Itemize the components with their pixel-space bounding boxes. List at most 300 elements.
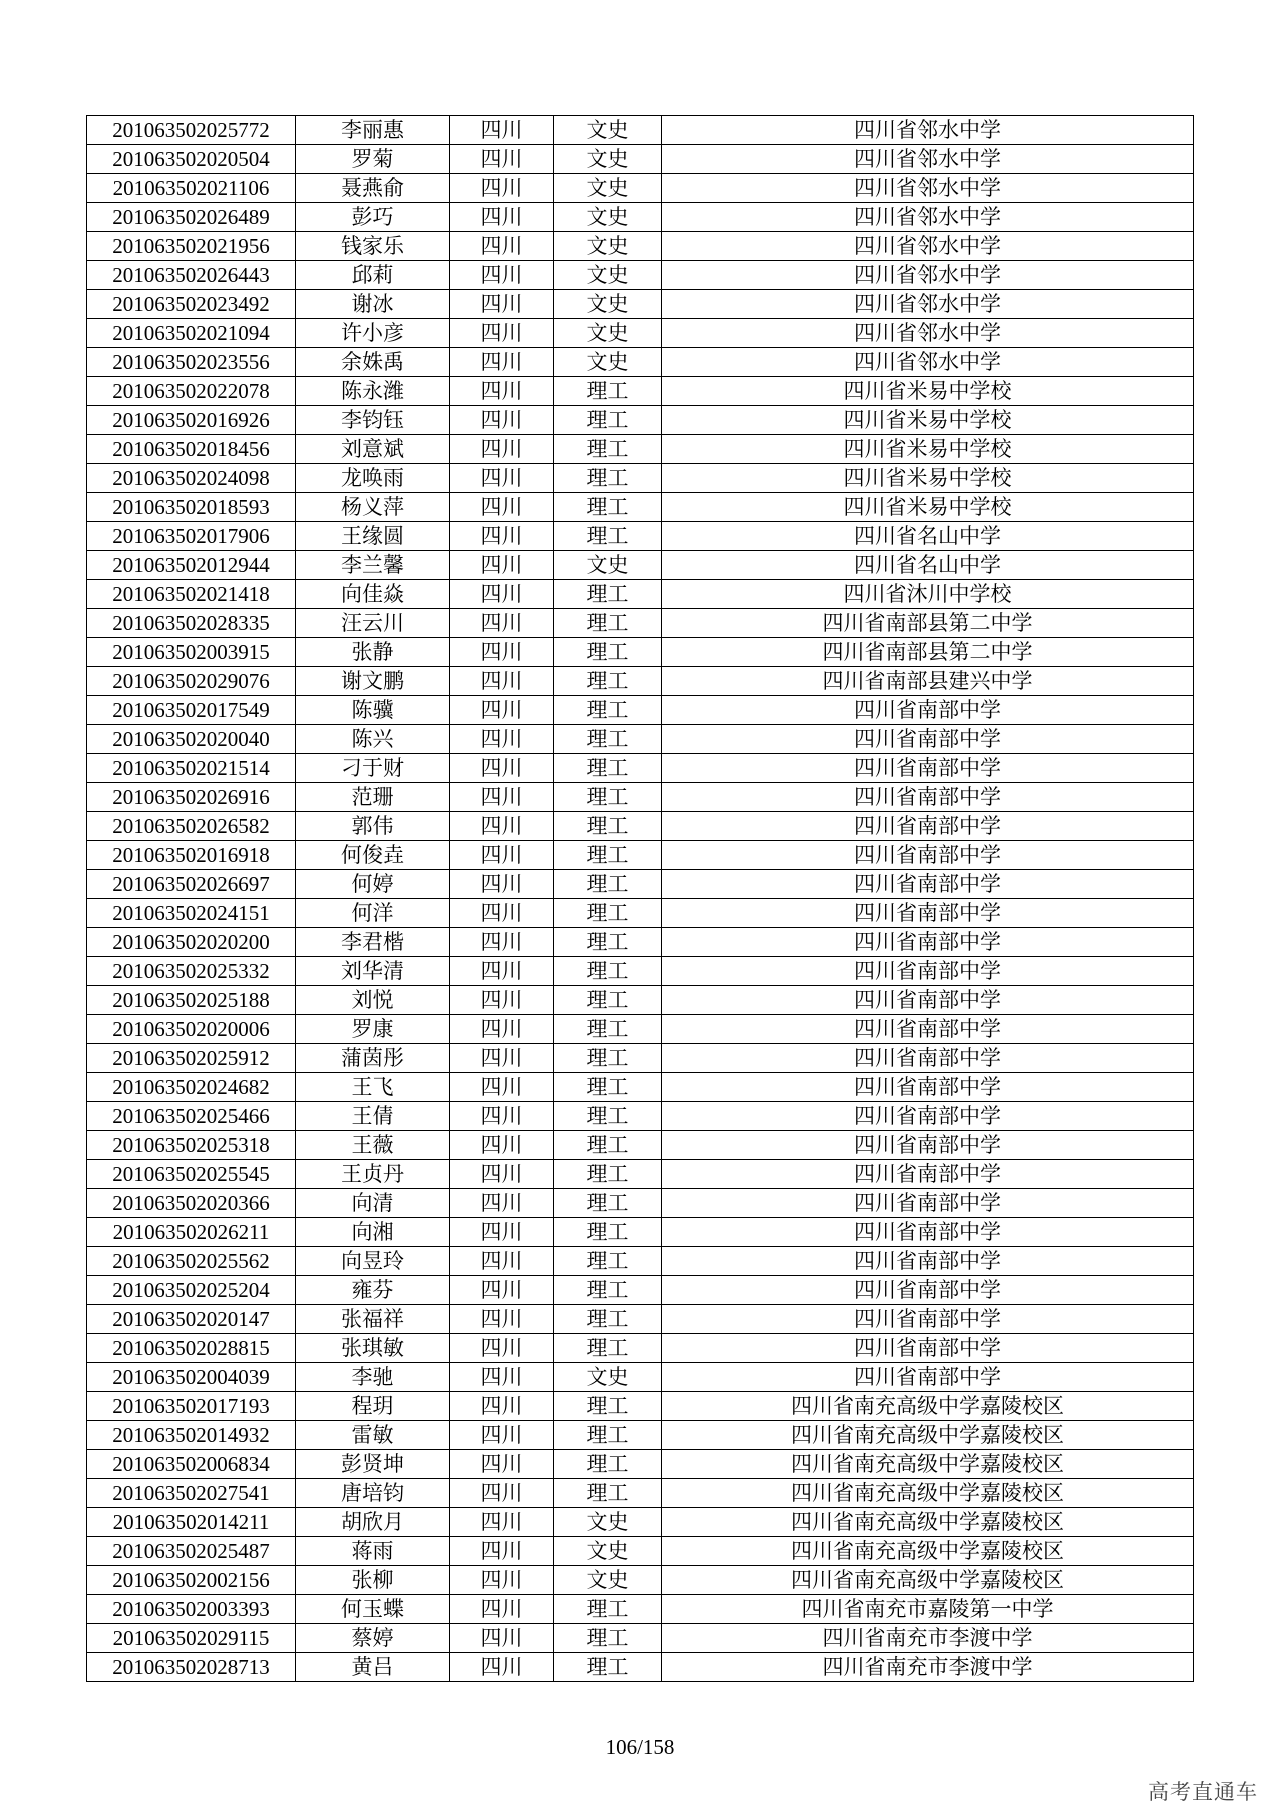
province-cell: 四川 [450, 1653, 554, 1682]
province-cell: 四川 [450, 580, 554, 609]
subject-cell: 理工 [554, 1305, 662, 1334]
table-row [87, 1392, 1194, 1421]
student-id-cell: 201063502003915 [87, 638, 296, 667]
student-id-cell: 201063502002156 [87, 1566, 296, 1595]
province-cell: 四川 [450, 261, 554, 290]
student-name-cell: 刘悦 [296, 986, 450, 1015]
student-name-cell: 王薇 [296, 1131, 450, 1160]
subject-cell: 理工 [554, 899, 662, 928]
student-name-cell: 谢冰 [296, 290, 450, 319]
student-id-cell: 201063502014932 [87, 1421, 296, 1450]
school-cell: 四川省沐川中学校 [662, 580, 1194, 609]
subject-cell: 理工 [554, 580, 662, 609]
school-cell: 四川省南部中学 [662, 1044, 1194, 1073]
province-cell: 四川 [450, 1276, 554, 1305]
student-id-cell: 201063502026582 [87, 812, 296, 841]
table-row [87, 870, 1194, 899]
province-cell: 四川 [450, 1044, 554, 1073]
student-name-cell: 罗菊 [296, 145, 450, 174]
table-row [87, 493, 1194, 522]
subject-cell: 理工 [554, 725, 662, 754]
student-id-cell: 201063502025318 [87, 1131, 296, 1160]
student-id-cell: 201063502026443 [87, 261, 296, 290]
school-cell: 四川省南充市李渡中学 [662, 1653, 1194, 1682]
school-cell: 四川省南部中学 [662, 928, 1194, 957]
subject-cell: 文史 [554, 145, 662, 174]
table-row [87, 1044, 1194, 1073]
school-cell: 四川省米易中学校 [662, 406, 1194, 435]
province-cell: 四川 [450, 1508, 554, 1537]
table-row [87, 957, 1194, 986]
student-id-cell: 201063502026211 [87, 1218, 296, 1247]
table-row [87, 377, 1194, 406]
table-row [87, 261, 1194, 290]
school-cell: 四川省米易中学校 [662, 464, 1194, 493]
province-cell: 四川 [450, 1015, 554, 1044]
subject-cell: 理工 [554, 1102, 662, 1131]
province-cell: 四川 [450, 1247, 554, 1276]
province-cell: 四川 [450, 1624, 554, 1653]
province-cell: 四川 [450, 290, 554, 319]
table-row [87, 899, 1194, 928]
subject-cell: 理工 [554, 812, 662, 841]
school-cell: 四川省南部中学 [662, 1247, 1194, 1276]
school-cell: 四川省邻水中学 [662, 116, 1194, 145]
school-cell: 四川省南部县第二中学 [662, 638, 1194, 667]
subject-cell: 理工 [554, 841, 662, 870]
student-name-cell: 刘华清 [296, 957, 450, 986]
student-name-cell: 王缘圆 [296, 522, 450, 551]
subject-cell: 文史 [554, 232, 662, 261]
subject-cell: 文史 [554, 319, 662, 348]
province-cell: 四川 [450, 116, 554, 145]
table-row [87, 754, 1194, 783]
table-row [87, 406, 1194, 435]
roster-table [86, 115, 1194, 1682]
student-id-cell: 201063502028815 [87, 1334, 296, 1363]
table-row [87, 203, 1194, 232]
table-row [87, 435, 1194, 464]
school-cell: 四川省米易中学校 [662, 377, 1194, 406]
subject-cell: 理工 [554, 435, 662, 464]
school-cell: 四川省南部县第二中学 [662, 609, 1194, 638]
student-name-cell: 李驰 [296, 1363, 450, 1392]
school-cell: 四川省南部中学 [662, 696, 1194, 725]
province-cell: 四川 [450, 1421, 554, 1450]
table-row [87, 1160, 1194, 1189]
student-name-cell: 罗康 [296, 1015, 450, 1044]
table-row [87, 1595, 1194, 1624]
subject-cell: 理工 [554, 783, 662, 812]
student-name-cell: 向昱玲 [296, 1247, 450, 1276]
table-row [87, 986, 1194, 1015]
school-cell: 四川省南充高级中学嘉陵校区 [662, 1479, 1194, 1508]
student-id-cell: 201063502025487 [87, 1537, 296, 1566]
school-cell: 四川省南部中学 [662, 1276, 1194, 1305]
student-id-cell: 201063502020006 [87, 1015, 296, 1044]
school-cell: 四川省邻水中学 [662, 261, 1194, 290]
student-id-cell: 201063502024098 [87, 464, 296, 493]
student-id-cell: 201063502012944 [87, 551, 296, 580]
student-name-cell: 余姝禹 [296, 348, 450, 377]
province-cell: 四川 [450, 986, 554, 1015]
student-name-cell: 雍芬 [296, 1276, 450, 1305]
student-id-cell: 201063502017549 [87, 696, 296, 725]
subject-cell: 理工 [554, 1624, 662, 1653]
school-cell: 四川省南部中学 [662, 754, 1194, 783]
table-row [87, 1537, 1194, 1566]
school-cell: 四川省南充高级中学嘉陵校区 [662, 1566, 1194, 1595]
school-cell: 四川省南部中学 [662, 725, 1194, 754]
province-cell: 四川 [450, 551, 554, 580]
province-cell: 四川 [450, 638, 554, 667]
table-row [87, 551, 1194, 580]
student-id-cell: 201063502014211 [87, 1508, 296, 1537]
student-name-cell: 王贞丹 [296, 1160, 450, 1189]
school-cell: 四川省南充高级中学嘉陵校区 [662, 1392, 1194, 1421]
watermark-text: 高考直通车 [1148, 1780, 1258, 1804]
student-name-cell: 胡欣月 [296, 1508, 450, 1537]
table-row [87, 812, 1194, 841]
student-id-cell: 201063502021514 [87, 754, 296, 783]
student-id-cell: 201063502023492 [87, 290, 296, 319]
school-cell: 四川省南部中学 [662, 1305, 1194, 1334]
subject-cell: 理工 [554, 1276, 662, 1305]
school-cell: 四川省南充高级中学嘉陵校区 [662, 1537, 1194, 1566]
student-name-cell: 程玥 [296, 1392, 450, 1421]
table-row [87, 609, 1194, 638]
table-row [87, 1450, 1194, 1479]
student-name-cell: 唐培钧 [296, 1479, 450, 1508]
province-cell: 四川 [450, 957, 554, 986]
student-name-cell: 邱莉 [296, 261, 450, 290]
subject-cell: 理工 [554, 1392, 662, 1421]
table-row [87, 783, 1194, 812]
page-number: 106/158 [605, 1735, 675, 1759]
student-name-cell: 蔡婷 [296, 1624, 450, 1653]
student-id-cell: 201063502025772 [87, 116, 296, 145]
student-name-cell: 李君楷 [296, 928, 450, 957]
student-id-cell: 201063502020147 [87, 1305, 296, 1334]
subject-cell: 理工 [554, 1247, 662, 1276]
province-cell: 四川 [450, 841, 554, 870]
student-id-cell: 201063502025545 [87, 1160, 296, 1189]
school-cell: 四川省南部中学 [662, 870, 1194, 899]
subject-cell: 文史 [554, 116, 662, 145]
province-cell: 四川 [450, 1073, 554, 1102]
student-name-cell: 范珊 [296, 783, 450, 812]
province-cell: 四川 [450, 1305, 554, 1334]
table-row [87, 1421, 1194, 1450]
province-cell: 四川 [450, 435, 554, 464]
subject-cell: 文史 [554, 1566, 662, 1595]
province-cell: 四川 [450, 899, 554, 928]
table-row [87, 1218, 1194, 1247]
student-id-cell: 201063502016926 [87, 406, 296, 435]
student-id-cell: 201063502004039 [87, 1363, 296, 1392]
school-cell: 四川省南部中学 [662, 1102, 1194, 1131]
student-id-cell: 201063502026489 [87, 203, 296, 232]
student-id-cell: 201063502025912 [87, 1044, 296, 1073]
table-row [87, 1566, 1194, 1595]
province-cell: 四川 [450, 1334, 554, 1363]
subject-cell: 理工 [554, 638, 662, 667]
school-cell: 四川省南部中学 [662, 899, 1194, 928]
student-id-cell: 201063502020366 [87, 1189, 296, 1218]
province-cell: 四川 [450, 696, 554, 725]
school-cell: 四川省南充高级中学嘉陵校区 [662, 1450, 1194, 1479]
table-row [87, 522, 1194, 551]
province-cell: 四川 [450, 522, 554, 551]
school-cell: 四川省南部中学 [662, 1334, 1194, 1363]
student-name-cell: 李丽惠 [296, 116, 450, 145]
school-cell: 四川省邻水中学 [662, 290, 1194, 319]
student-id-cell: 201063502003393 [87, 1595, 296, 1624]
student-name-cell: 张琪敏 [296, 1334, 450, 1363]
student-id-cell: 201063502027541 [87, 1479, 296, 1508]
province-cell: 四川 [450, 1218, 554, 1247]
table-row [87, 464, 1194, 493]
province-cell: 四川 [450, 319, 554, 348]
student-id-cell: 201063502025562 [87, 1247, 296, 1276]
table-row [87, 1363, 1194, 1392]
school-cell: 四川省南充市李渡中学 [662, 1624, 1194, 1653]
table-row [87, 580, 1194, 609]
student-name-cell: 刘意斌 [296, 435, 450, 464]
student-name-cell: 彭巧 [296, 203, 450, 232]
table-row [87, 1131, 1194, 1160]
province-cell: 四川 [450, 1537, 554, 1566]
subject-cell: 理工 [554, 1073, 662, 1102]
subject-cell: 理工 [554, 957, 662, 986]
province-cell: 四川 [450, 1479, 554, 1508]
table-row [87, 232, 1194, 261]
school-cell: 四川省南部中学 [662, 1218, 1194, 1247]
province-cell: 四川 [450, 725, 554, 754]
table-row [87, 348, 1194, 377]
table-row [87, 1073, 1194, 1102]
student-name-cell: 谢文鹏 [296, 667, 450, 696]
table-row [87, 1508, 1194, 1537]
school-cell: 四川省米易中学校 [662, 435, 1194, 464]
school-cell: 四川省南部中学 [662, 1189, 1194, 1218]
student-name-cell: 彭贤坤 [296, 1450, 450, 1479]
province-cell: 四川 [450, 1566, 554, 1595]
student-name-cell: 雷敏 [296, 1421, 450, 1450]
province-cell: 四川 [450, 754, 554, 783]
subject-cell: 理工 [554, 1421, 662, 1450]
subject-cell: 理工 [554, 928, 662, 957]
table-row [87, 1015, 1194, 1044]
student-id-cell: 201063502018456 [87, 435, 296, 464]
province-cell: 四川 [450, 174, 554, 203]
table-row [87, 116, 1194, 145]
province-cell: 四川 [450, 493, 554, 522]
province-cell: 四川 [450, 377, 554, 406]
subject-cell: 理工 [554, 464, 662, 493]
subject-cell: 理工 [554, 754, 662, 783]
student-id-cell: 201063502018593 [87, 493, 296, 522]
student-name-cell: 张静 [296, 638, 450, 667]
province-cell: 四川 [450, 667, 554, 696]
subject-cell: 文史 [554, 1537, 662, 1566]
student-id-cell: 201063502026916 [87, 783, 296, 812]
province-cell: 四川 [450, 203, 554, 232]
subject-cell: 文史 [554, 203, 662, 232]
school-cell: 四川省南部中学 [662, 1131, 1194, 1160]
province-cell: 四川 [450, 1450, 554, 1479]
student-id-cell: 201063502025204 [87, 1276, 296, 1305]
subject-cell: 文史 [554, 174, 662, 203]
province-cell: 四川 [450, 812, 554, 841]
table-row [87, 725, 1194, 754]
student-id-cell: 201063502025466 [87, 1102, 296, 1131]
subject-cell: 理工 [554, 1450, 662, 1479]
student-name-cell: 张福祥 [296, 1305, 450, 1334]
roster-table-body [87, 116, 1194, 1682]
student-id-cell: 201063502017193 [87, 1392, 296, 1421]
table-row [87, 174, 1194, 203]
student-name-cell: 刁于财 [296, 754, 450, 783]
province-cell: 四川 [450, 1392, 554, 1421]
subject-cell: 理工 [554, 1044, 662, 1073]
table-row [87, 145, 1194, 174]
student-id-cell: 201063502025332 [87, 957, 296, 986]
subject-cell: 理工 [554, 406, 662, 435]
student-id-cell: 201063502029076 [87, 667, 296, 696]
school-cell: 四川省邻水中学 [662, 203, 1194, 232]
province-cell: 四川 [450, 609, 554, 638]
subject-cell: 理工 [554, 1131, 662, 1160]
student-id-cell: 201063502021418 [87, 580, 296, 609]
subject-cell: 文史 [554, 261, 662, 290]
student-name-cell: 钱家乐 [296, 232, 450, 261]
roster-sheet [86, 115, 1193, 1682]
table-row [87, 1189, 1194, 1218]
subject-cell: 理工 [554, 986, 662, 1015]
subject-cell: 理工 [554, 1595, 662, 1624]
table-row [87, 667, 1194, 696]
student-name-cell: 王飞 [296, 1073, 450, 1102]
student-name-cell: 陈永潍 [296, 377, 450, 406]
school-cell: 四川省邻水中学 [662, 174, 1194, 203]
student-name-cell: 蒋雨 [296, 1537, 450, 1566]
province-cell: 四川 [450, 145, 554, 174]
subject-cell: 理工 [554, 1218, 662, 1247]
subject-cell: 理工 [554, 696, 662, 725]
student-name-cell: 何洋 [296, 899, 450, 928]
table-row [87, 290, 1194, 319]
school-cell: 四川省邻水中学 [662, 348, 1194, 377]
student-name-cell: 张柳 [296, 1566, 450, 1595]
school-cell: 四川省南部中学 [662, 1160, 1194, 1189]
student-name-cell: 许小彦 [296, 319, 450, 348]
subject-cell: 理工 [554, 667, 662, 696]
table-row [87, 319, 1194, 348]
student-name-cell: 陈骥 [296, 696, 450, 725]
subject-cell: 理工 [554, 377, 662, 406]
subject-cell: 理工 [554, 870, 662, 899]
student-id-cell: 201063502021956 [87, 232, 296, 261]
subject-cell: 理工 [554, 609, 662, 638]
school-cell: 四川省邻水中学 [662, 232, 1194, 261]
student-name-cell: 杨义萍 [296, 493, 450, 522]
province-cell: 四川 [450, 232, 554, 261]
student-name-cell: 聂燕俞 [296, 174, 450, 203]
student-name-cell: 李钧钰 [296, 406, 450, 435]
province-cell: 四川 [450, 1102, 554, 1131]
school-cell: 四川省名山中学 [662, 551, 1194, 580]
table-row [87, 841, 1194, 870]
province-cell: 四川 [450, 406, 554, 435]
student-id-cell: 201063502020504 [87, 145, 296, 174]
subject-cell: 理工 [554, 1015, 662, 1044]
school-cell: 四川省南部县建兴中学 [662, 667, 1194, 696]
student-name-cell: 向清 [296, 1189, 450, 1218]
school-cell: 四川省南部中学 [662, 1363, 1194, 1392]
school-cell: 四川省南充高级中学嘉陵校区 [662, 1508, 1194, 1537]
student-name-cell: 何婷 [296, 870, 450, 899]
subject-cell: 文史 [554, 1508, 662, 1537]
student-id-cell: 201063502020040 [87, 725, 296, 754]
student-id-cell: 201063502016918 [87, 841, 296, 870]
table-row [87, 1102, 1194, 1131]
subject-cell: 理工 [554, 493, 662, 522]
student-id-cell: 201063502017906 [87, 522, 296, 551]
province-cell: 四川 [450, 783, 554, 812]
student-id-cell: 201063502025188 [87, 986, 296, 1015]
school-cell: 四川省名山中学 [662, 522, 1194, 551]
subject-cell: 理工 [554, 1160, 662, 1189]
student-name-cell: 蒲茵彤 [296, 1044, 450, 1073]
school-cell: 四川省南部中学 [662, 986, 1194, 1015]
subject-cell: 理工 [554, 522, 662, 551]
student-id-cell: 201063502028713 [87, 1653, 296, 1682]
province-cell: 四川 [450, 1160, 554, 1189]
province-cell: 四川 [450, 1131, 554, 1160]
table-row [87, 928, 1194, 957]
province-cell: 四川 [450, 464, 554, 493]
student-name-cell: 李兰馨 [296, 551, 450, 580]
subject-cell: 文史 [554, 348, 662, 377]
table-row [87, 1479, 1194, 1508]
subject-cell: 文史 [554, 551, 662, 580]
table-row [87, 1247, 1194, 1276]
student-name-cell: 向佳焱 [296, 580, 450, 609]
student-name-cell: 陈兴 [296, 725, 450, 754]
province-cell: 四川 [450, 928, 554, 957]
student-name-cell: 龙唤雨 [296, 464, 450, 493]
student-name-cell: 黄吕 [296, 1653, 450, 1682]
table-row [87, 1305, 1194, 1334]
school-cell: 四川省南部中学 [662, 957, 1194, 986]
province-cell: 四川 [450, 1363, 554, 1392]
province-cell: 四川 [450, 348, 554, 377]
student-id-cell: 201063502028335 [87, 609, 296, 638]
subject-cell: 文史 [554, 1363, 662, 1392]
student-id-cell: 201063502029115 [87, 1624, 296, 1653]
student-name-cell: 汪云川 [296, 609, 450, 638]
table-row [87, 696, 1194, 725]
school-cell: 四川省南充高级中学嘉陵校区 [662, 1421, 1194, 1450]
subject-cell: 理工 [554, 1653, 662, 1682]
student-id-cell: 201063502021106 [87, 174, 296, 203]
subject-cell: 理工 [554, 1479, 662, 1508]
student-id-cell: 201063502023556 [87, 348, 296, 377]
table-row [87, 638, 1194, 667]
school-cell: 四川省邻水中学 [662, 319, 1194, 348]
subject-cell: 理工 [554, 1334, 662, 1363]
